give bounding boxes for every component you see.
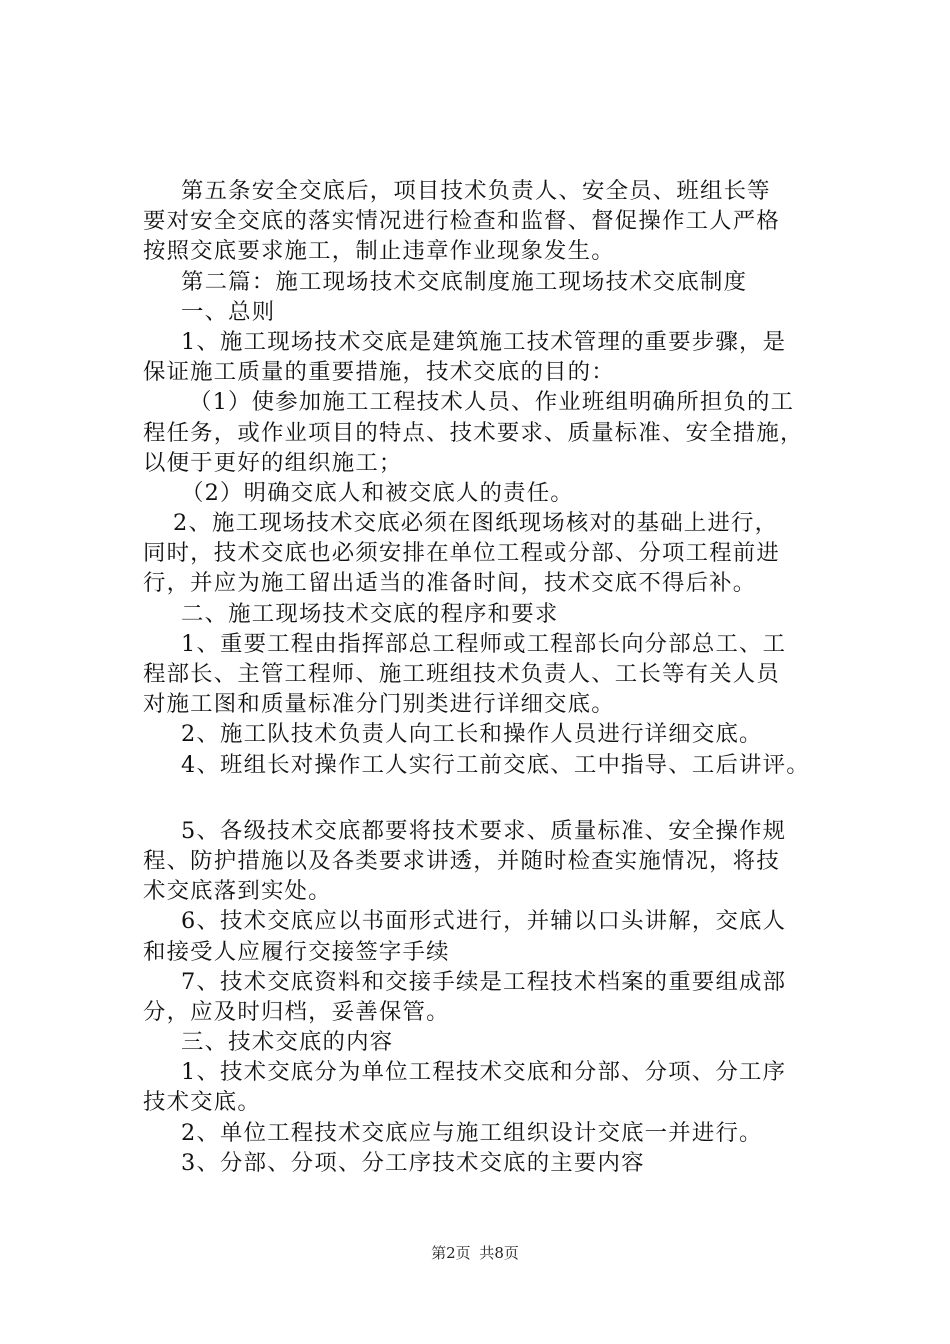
paragraph-line: 4、班组长对操作工人实行工前交底、工中指导、工后讲评。 <box>181 751 810 778</box>
paragraph-line: 1、施工现场技术交底是建筑施工技术管理的重要步骤，是 <box>181 328 787 355</box>
paragraph-line: 3、分部、分项、分工序技术交底的主要内容 <box>181 1149 645 1176</box>
paragraph-line: 程、防护措施以及各类要求讲透，并随时检查实施情况，将技 <box>143 847 780 874</box>
section-heading: 二、施工现场技术交底的程序和要求 <box>181 600 559 627</box>
paragraph-line: 2、单位工程技术交底应与施工组织设计交底一并进行。 <box>181 1119 763 1146</box>
paragraph-line: 2、施工现场技术交底必须在图纸现场核对的基础上进行， <box>173 510 779 537</box>
section-heading: 一、总则 <box>181 298 276 325</box>
document-body <box>143 176 843 1178</box>
paragraph-line: 6、技术交底应以书面形式进行，并辅以口头讲解，交底人 <box>181 908 787 935</box>
chapter-heading: 第二篇：施工现场技术交底制度施工现场技术交底制度 <box>181 268 748 295</box>
paragraph-line: 第五条安全交底后，项目技术负责人、安全员、班组长等 <box>181 178 771 204</box>
page-total: 共8页 <box>479 1244 519 1262</box>
paragraph-line: 术交底落到实处。 <box>143 878 332 905</box>
paragraph-line: 同时，技术交底也必须安排在单位工程或分部、分项工程前进 <box>143 540 780 567</box>
page-number: 第2页 <box>431 1244 471 1262</box>
paragraph-line: 5、各级技术交底都要将技术要求、质量标准、安全操作规 <box>181 817 787 844</box>
paragraph-line: 对施工图和质量标准分门别类进行详细交底。 <box>143 691 615 718</box>
paragraph-line: 技术交底。 <box>143 1089 261 1116</box>
paragraph-line: 7、技术交底资料和交接手续是工程技术档案的重要组成部 <box>181 968 787 995</box>
paragraph-line: 以便于更好的组织施工； <box>143 449 403 476</box>
blank-line <box>143 780 843 816</box>
paragraph-line: 行，并应为施工留出适当的准备时间，技术交底不得后补。 <box>143 570 757 597</box>
page-footer <box>0 1243 950 1263</box>
paragraph-line: 2、施工队技术负责人向工长和操作人员进行详细交底。 <box>181 721 763 748</box>
paragraph-line: 1、技术交底分为单位工程技术交底和分部、分项、分工序 <box>181 1059 787 1086</box>
paragraph-line: 保证施工质量的重要措施，技术交底的目的： <box>143 359 615 386</box>
paragraph-line: 分，应及时归档，妥善保管。 <box>143 998 450 1025</box>
paragraph-line: 和接受人应履行交接签字手续 <box>143 938 450 965</box>
paragraph-line: （2）明确交底人和被交底人的责任。 <box>181 479 574 506</box>
paragraph-line: 程部长、主管工程师、施工班组技术负责人、工长等有关人员 <box>143 661 780 687</box>
paragraph-line: 程任务，或作业项目的特点、技术要求、质量标准、安全措施， <box>143 419 804 446</box>
paragraph-line: （1）使参加施工工程技术人员、作业班组明确所担负的工 <box>189 389 795 416</box>
section-heading: 三、技术交底的内容 <box>181 1029 394 1056</box>
paragraph-line: 1、重要工程由指挥部总工程师或工程部长向分部总工、工 <box>181 630 787 657</box>
paragraph-line: 按照交底要求施工，制止违章作业现象发生。 <box>143 238 615 265</box>
paragraph-line: 要对安全交底的落实情况进行检查和监督、督促操作工人严格 <box>143 208 780 235</box>
